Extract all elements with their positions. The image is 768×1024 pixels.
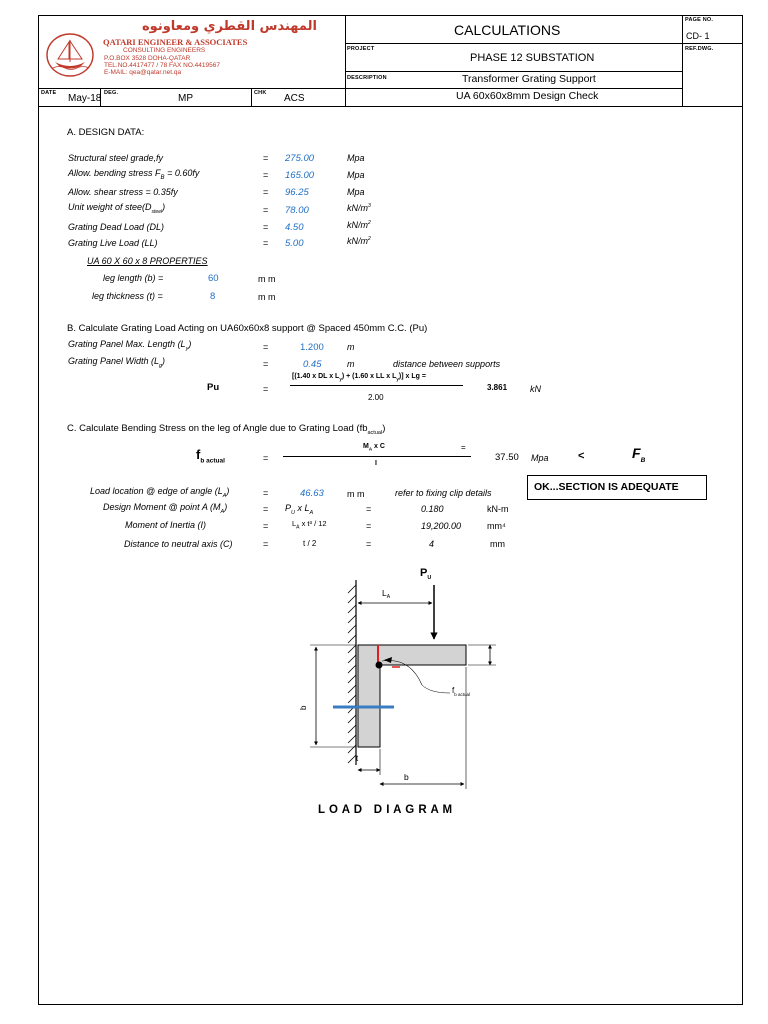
leg-thickness-value: 8 <box>210 291 216 302</box>
diagram-pu-label: $P_U$ <box>420 567 432 581</box>
diagram-b-horizontal: b <box>404 772 409 782</box>
bending-stress-label: Allow. bending stress $F_B = 0.60fy$ <box>68 168 200 181</box>
eq-sign: = <box>263 521 269 531</box>
neutral-axis-unit: mm <box>490 539 505 549</box>
dead-load-value: 4.50 <box>285 222 304 233</box>
eq-sign: = <box>263 384 269 394</box>
section-a-heading: A. DESIGN DATA: <box>67 127 145 138</box>
panel-length-value: 1.200 <box>300 342 324 353</box>
shear-stress-value: 96.25 <box>285 187 309 198</box>
dead-load-label: Grating Dead Load (DL) <box>68 222 165 232</box>
live-load-value: 5.00 <box>285 238 304 249</box>
fb-actual-label: $f_{b actual}$ <box>196 447 225 465</box>
dead-load-unit: $kN/m^2$ <box>347 220 371 230</box>
live-load-unit: $kN/m^2$ <box>347 236 371 246</box>
steel-grade-unit: Mpa <box>347 153 365 163</box>
panel-length-unit: m <box>347 342 355 352</box>
description-line2: UA 60x60x8mm Design Check <box>456 90 599 102</box>
eq-sign: = <box>263 504 269 514</box>
diagram-b-vertical: b <box>299 705 308 710</box>
pu-fraction-bar <box>290 385 463 386</box>
fb-numerator-eq: = <box>461 443 466 452</box>
moment-inertia-value: 19,200.00 <box>421 521 462 531</box>
moment-inertia-label: Moment of Inertia (I) <box>125 520 207 530</box>
company-logo <box>45 32 95 83</box>
eq-sign: = <box>263 187 269 197</box>
panel-length-label: Grating Panel Max. Length $(L_y)$ <box>68 339 192 352</box>
page-no-label: PAGE NO. <box>685 17 714 23</box>
shear-stress-unit: Mpa <box>347 187 365 197</box>
live-load-label: Grating Live Load (LL) <box>68 238 158 248</box>
diagram-la-label: $L_A$ <box>382 588 391 600</box>
load-location-note: refer to fixing clip details <box>395 488 492 498</box>
eq-sign: = <box>263 342 269 352</box>
company-sub: CONSULTING ENGINEERS <box>123 47 206 54</box>
date-value: May-18 <box>68 93 102 104</box>
diagram-t-label: t <box>356 754 359 763</box>
des-label: DEG. <box>104 90 119 96</box>
eq-sign: = <box>263 359 269 369</box>
shear-stress-label: Allow. shear stress = 0.35fy <box>68 187 178 197</box>
pu-denominator: 2.00 <box>368 393 384 402</box>
design-moment-unit: kN-m <box>487 504 509 514</box>
less-than-sign: < <box>578 450 585 462</box>
unit-weight-unit: $kN/m^3$ <box>347 203 371 213</box>
panel-width-label: Grating Panel Width $(L_g)$ <box>68 356 166 369</box>
description-label: DESCRIPTION <box>347 75 387 81</box>
header-bottom <box>38 106 743 107</box>
moment-inertia-unit: mm⁴ <box>487 521 506 531</box>
fb-allowable: $F_B$ <box>632 445 646 464</box>
fb-fraction-bar <box>283 456 471 457</box>
eq-sign: = <box>263 170 269 180</box>
project-name: PHASE 12 SUBSTATION <box>470 52 595 64</box>
ref-dwg-label: REF.DWG. <box>685 46 714 52</box>
panel-width-value: 0.45 <box>303 359 322 370</box>
unit-weight-label: Unit weight of $stee(D_{steel})$ <box>68 202 166 215</box>
pu-numerator: [(1.40 x DL x $L_y) + (1.60$ x LL x $L_y$)] x Lg = <box>292 373 426 382</box>
steel-grade-label: Structural steel grade,fy <box>68 153 164 163</box>
date-label: DATE <box>41 90 57 96</box>
company-address: P.O.BOX 3528 DOHA-QATAR <box>104 55 191 62</box>
leg-length-label: leg length (b) = <box>103 273 164 283</box>
panel-width-note: distance between supports <box>393 359 501 369</box>
company-name: QATARI ENGINEER & ASSOCIATES <box>103 37 248 47</box>
diagram-fb-label: $f_{b actual}$ <box>452 686 470 697</box>
project-label: PROJECT <box>347 46 375 52</box>
leg-length-value: 60 <box>208 273 219 284</box>
company-email: E-MAIL: qea@qatar.net.qa <box>104 69 182 76</box>
eq-sign: = <box>366 539 372 549</box>
leg-length-unit: m m <box>258 274 276 284</box>
header-divider <box>345 15 346 106</box>
company-tel-fax: TEL.NO.4417477 / 78 FAX NO.4419567 <box>104 62 220 69</box>
point-a <box>376 662 383 669</box>
leg-thickness-label: leg thickness (t) = <box>92 291 163 301</box>
angle-section <box>358 645 466 747</box>
support-wall <box>348 580 356 765</box>
fb-numerator: $M_A$ x C <box>363 443 385 452</box>
des-value: MP <box>178 93 193 104</box>
panel-width-unit: m <box>347 359 355 369</box>
neutral-axis-label: Distance to neutral axis (C) <box>124 539 233 549</box>
eq-sign: = <box>263 238 269 248</box>
unit-weight-value: 78.00 <box>285 205 309 216</box>
header-divider <box>682 15 683 106</box>
steel-grade-value: 275.00 <box>285 153 315 164</box>
header-divider <box>345 43 743 44</box>
design-moment-formula: $P_U$ x $L_A$ <box>285 503 314 516</box>
neutral-axis-formula: t / 2 <box>303 539 317 548</box>
neutral-axis-value: 4 <box>429 539 435 549</box>
diagram-caption: L O A D D I A G R A M <box>318 804 453 816</box>
design-moment-label: Design Moment @ point A $(M_A)$ <box>103 502 228 515</box>
eq-sign: = <box>263 453 269 463</box>
eq-sign: = <box>263 488 269 498</box>
bending-stress-unit: Mpa <box>347 170 365 180</box>
adequacy-result: OK...SECTION IS ADEQUATE <box>527 475 707 500</box>
eq-sign: = <box>263 222 269 232</box>
moment-inertia-formula: $L_A$ x t³ / 12 <box>292 519 327 531</box>
pu-unit: kN <box>530 384 541 394</box>
eq-sign: = <box>366 504 372 514</box>
eq-sign: = <box>366 521 372 531</box>
load-location-label: Load location @ edge of angle $(L_A)$ <box>90 486 230 499</box>
page-no: CD- 1 <box>686 31 710 41</box>
load-location-unit: m m <box>347 489 365 499</box>
chk-label: CHK <box>254 90 267 96</box>
section-c-heading: C. Calculate Bending Stress on the leg of Angle due to Grating Load $(fb_{actual})$ <box>67 423 386 436</box>
fb-denominator: I <box>375 460 377 467</box>
header-divider <box>251 88 252 106</box>
eq-sign: = <box>263 205 269 215</box>
doc-title: CALCULATIONS <box>454 22 561 38</box>
design-moment-value: 0.180 <box>421 504 444 514</box>
header-divider <box>38 88 682 89</box>
eq-sign: = <box>263 153 269 163</box>
pu-label: Pu <box>207 382 220 393</box>
company-arabic-name: المهندس القطري ومعاونوه <box>142 19 317 34</box>
load-diagram <box>300 565 500 805</box>
fb-value: 37.50 <box>495 452 519 463</box>
pu-value: 3.861 <box>487 383 508 392</box>
description-line1: Transformer Grating Support <box>462 73 596 85</box>
section-b-heading: B. Calculate Grating Load Acting on UA60x60x8 support @ Spaced 450mm C.C. (Pu) <box>67 323 428 334</box>
eq-sign: = <box>263 539 269 549</box>
properties-heading: UA 60 X 60 x 8 PROPERTIES <box>87 256 208 266</box>
load-location-value: 46.63 <box>300 488 324 499</box>
leg-thickness-unit: m m <box>258 292 276 302</box>
chk-value: ACS <box>284 93 305 104</box>
header-divider <box>345 71 682 72</box>
fb-unit: Mpa <box>531 453 549 463</box>
bending-stress-value: 165.00 <box>285 170 315 181</box>
